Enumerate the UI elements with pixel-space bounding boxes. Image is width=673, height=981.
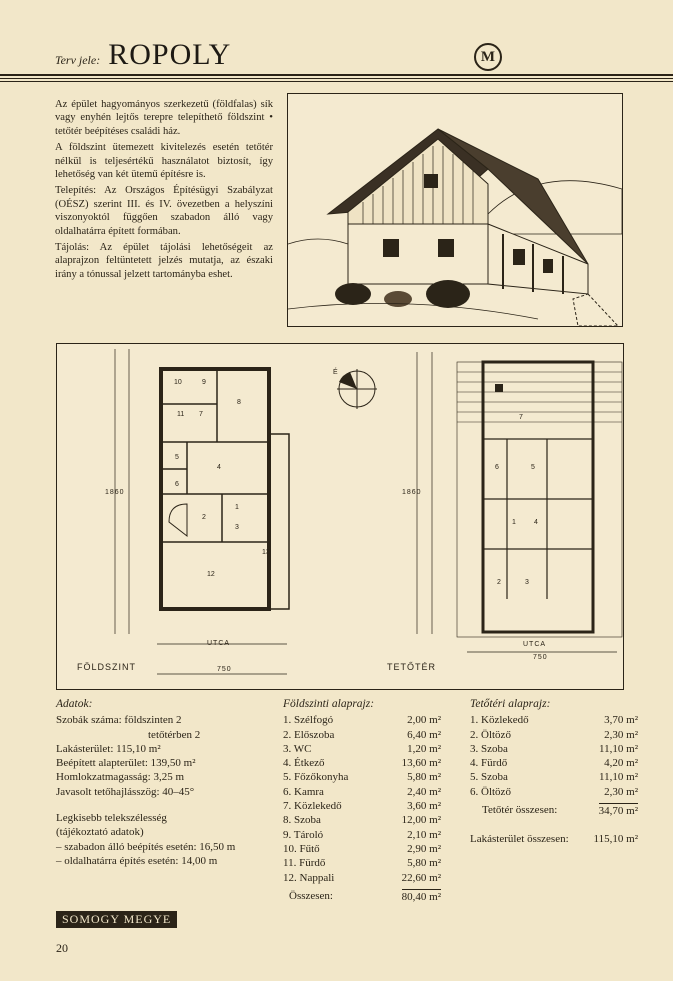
room-row <box>470 785 638 799</box>
room-name: 12. Nappali <box>283 871 335 884</box>
room-area: 2,30 m² <box>604 728 638 741</box>
room-area: 2,40 m² <box>407 785 441 798</box>
room-area: 3,70 m² <box>604 714 638 727</box>
room-area: 22,60 m² <box>401 871 441 884</box>
intro-paragraph: Az épület hagyományos szerkezetű (földfalas) sík vagy enyhén lejtős terepre telepíthető földszint • tetőtér beépítéses családi ház. <box>55 99 273 137</box>
svg-text:5: 5 <box>531 464 535 471</box>
ground-total-row: Összesen: 80,40 m² <box>289 889 441 903</box>
room-name: 5. Szoba <box>470 771 508 784</box>
data-heading: Adatok: <box>56 698 93 710</box>
svg-text:9: 9 <box>202 379 206 386</box>
attic-width-dim: 750 <box>533 654 548 661</box>
room-area: 11,10 m² <box>599 742 638 755</box>
ground-floor-heading: Földszinti alaprajz: <box>283 698 375 710</box>
header <box>55 38 231 72</box>
room-row <box>283 813 441 827</box>
ground-floor-list <box>283 697 441 904</box>
header-rule-thin <box>0 78 673 79</box>
svg-text:7: 7 <box>519 414 523 421</box>
plot-free: – szabadon álló beépítés esetén: 16,50 m <box>56 840 236 853</box>
attic-street-label: UTCA <box>523 641 547 648</box>
svg-text:1: 1 <box>512 519 516 526</box>
svg-text:2: 2 <box>202 514 206 521</box>
room-row <box>283 799 441 813</box>
intro-paragraph: A földszint ütemezett kivitelezés esetén tetőtér nélkül is teljesértékű használatot biztosít, így lehetőség van két ütemű építésre is. <box>55 142 273 181</box>
plan-code-label: Terv jele: <box>55 53 101 67</box>
room-name: 8. Szoba <box>283 814 321 827</box>
room-row <box>283 756 441 770</box>
house-illustration <box>287 93 623 327</box>
room-area: 1,20 m² <box>407 742 441 755</box>
room-name: 3. Szoba <box>470 742 508 755</box>
svg-text:13: 13 <box>262 549 270 556</box>
room-area: 5,80 m² <box>407 857 441 870</box>
roof-pitch: Javasolt tetőhajlásszög: 40–45° <box>56 785 195 798</box>
svg-text:4: 4 <box>534 519 538 526</box>
publisher-logo: M <box>474 43 502 71</box>
svg-text:10: 10 <box>174 379 182 386</box>
rooms-count: Szobák száma: földszinten 2 <box>56 714 182 727</box>
room-row <box>283 728 441 742</box>
room-row <box>283 785 441 799</box>
intro-paragraph: Telepítés: Az Országos Építésügyi Szabályzat (OÉSZ) szerint III. és IV. övezetben a helyszíni viszonyoktól függően szabadon álló vagy oldalhatárra épített formában. <box>55 185 273 237</box>
room-area: 2,30 m² <box>604 785 638 798</box>
header-rule-thin-2 <box>0 81 673 82</box>
room-name: 2. Előszoba <box>283 728 335 741</box>
room-name: 5. Főzőkonyha <box>283 771 349 784</box>
svg-text:6: 6 <box>495 464 499 471</box>
svg-text:12: 12 <box>207 571 215 578</box>
floor-plans <box>56 343 624 690</box>
room-name: 1. Szélfogó <box>283 714 334 727</box>
room-area: 3,60 m² <box>407 800 441 813</box>
room-row <box>283 871 441 885</box>
room-row <box>283 713 441 727</box>
plot-note: (tájékoztató adatok) <box>56 826 144 839</box>
room-name: 4. Fürdő <box>470 757 508 770</box>
room-row <box>470 713 638 727</box>
data-block <box>56 697 266 868</box>
room-area: 2,10 m² <box>407 828 441 841</box>
svg-text:8: 8 <box>237 399 241 406</box>
room-area: 4,20 m² <box>604 757 638 770</box>
room-name: 3. WC <box>283 742 312 755</box>
built-area: Beépített alapterület: 139,50 m² <box>56 757 196 770</box>
plot-side: – oldalhatárra építés esetén: 14,00 m <box>56 854 218 867</box>
room-row <box>283 828 441 842</box>
svg-text:7: 7 <box>199 411 203 418</box>
svg-text:3: 3 <box>525 579 529 586</box>
intro-text <box>55 98 273 284</box>
room-row <box>283 770 441 784</box>
living-total-row: Lakásterület összesen: 115,10 m² <box>470 833 638 846</box>
house-drawing <box>288 94 622 326</box>
room-row <box>470 728 638 742</box>
svg-text:É: É <box>333 369 338 376</box>
page-title: ROPOLY <box>108 38 232 71</box>
room-row <box>283 742 441 756</box>
svg-text:3: 3 <box>235 524 239 531</box>
room-name: 6. Öltöző <box>470 785 511 798</box>
room-name: 11. Fürdő <box>283 857 326 870</box>
room-name: 7. Közlekedő <box>283 800 342 813</box>
attic-floor-heading: Tetőtéri alaprajz: <box>470 698 551 710</box>
room-area: 13,60 m² <box>401 757 441 770</box>
rooms-count-attic: tetőtérben 2 <box>148 728 201 741</box>
room-area: 2,90 m² <box>407 842 441 855</box>
attic-total-row: Tetőtér összesen: 34,70 m² <box>482 804 638 818</box>
svg-text:4: 4 <box>217 464 221 471</box>
page-number: 20 <box>56 941 68 955</box>
intro-paragraph: Tájolás: Az épület tájolási lehetőségeit az alaprajzon feltüntetett jelzés mutatja, az északi irány a tónussal jelzett tartományba eshet. <box>55 242 273 280</box>
svg-text:2: 2 <box>497 579 501 586</box>
plans-drawing <box>57 344 623 689</box>
svg-text:1: 1 <box>235 504 239 511</box>
attic-floor-label: TETŐTÉR <box>387 662 436 672</box>
svg-text:6: 6 <box>175 481 179 488</box>
room-name: 2. Öltöző <box>470 728 511 741</box>
room-name: 1. Közlekedő <box>470 714 529 727</box>
room-row <box>283 842 441 856</box>
room-area: 11,10 m² <box>599 771 638 784</box>
ground-width-dim: 750 <box>217 666 232 673</box>
plot-heading: Legkisebb telekszélesség <box>56 812 167 825</box>
ground-total-dim: 1860 <box>105 489 125 496</box>
room-row <box>470 742 638 756</box>
ground-street-label: UTCA <box>207 640 231 647</box>
room-name: 9. Tároló <box>283 828 324 841</box>
living-area: Lakásterület: 115,10 m² <box>56 742 161 755</box>
room-row <box>470 770 638 784</box>
attic-total-dim: 1860 <box>402 489 422 496</box>
room-name: 6. Kamra <box>283 785 324 798</box>
room-row <box>470 756 638 770</box>
room-row <box>283 856 441 870</box>
room-area: 6,40 m² <box>407 728 441 741</box>
room-name: 10. Fűtő <box>283 842 320 855</box>
attic-floor-list <box>470 697 638 847</box>
room-name: 4. Étkező <box>283 757 325 770</box>
room-area: 2,00 m² <box>407 714 441 727</box>
ground-floor-label: FÖLDSZINT <box>77 662 137 672</box>
header-rule-thick <box>0 74 673 76</box>
county-badge: SOMOGY MEGYE <box>56 911 177 928</box>
room-area: 12,00 m² <box>401 814 441 827</box>
facade-height: Homlokzatmagasság: 3,25 m <box>56 771 185 784</box>
svg-text:5: 5 <box>175 454 179 461</box>
svg-text:11: 11 <box>177 411 185 418</box>
room-area: 5,80 m² <box>407 771 441 784</box>
